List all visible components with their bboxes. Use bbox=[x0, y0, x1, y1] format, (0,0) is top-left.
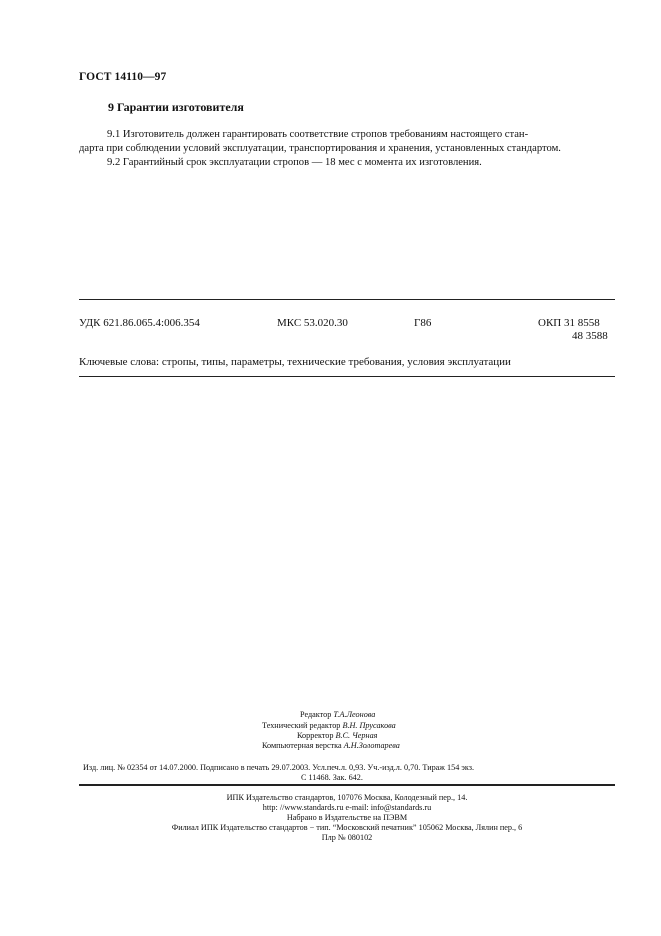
okp-code-2: 48 3588 bbox=[572, 330, 608, 342]
section-title: 9 Гарантии изготовителя bbox=[108, 100, 244, 114]
editor-credit bbox=[300, 710, 375, 719]
imprint-line-2: С 11468. Зак. 642. bbox=[301, 773, 363, 782]
tech-editor-label: Технический редактор bbox=[262, 721, 341, 730]
paragraph-9-1-line-1: 9.1 Изготовитель должен гарантировать соответствие стропов требованиям настоящего стан- bbox=[107, 129, 529, 140]
keywords-line: Ключевые слова: стропы, типы, параметры, технические требования, условия эксплуатации bbox=[79, 356, 511, 368]
typeset-note: Набрано в Издательстве на ПЭВМ bbox=[286, 813, 408, 822]
tech-editor-name: В.Н. Прусакова bbox=[342, 721, 396, 730]
divider-top bbox=[79, 299, 615, 300]
paragraph-9-2: 9.2 Гарантийный срок эксплуатации стропов — 18 мес с момента их изготовления. bbox=[107, 157, 482, 168]
okp-code: ОКП 31 8558 bbox=[538, 317, 600, 329]
editor-name: Т.А.Леонова bbox=[333, 710, 376, 719]
publisher-web: http: //www.standards.ru e-mail: info@standards.ru bbox=[262, 803, 432, 812]
license-number: Плр № 080102 bbox=[321, 833, 373, 842]
corrector-name: В.С. Черная bbox=[335, 731, 378, 740]
layout-name: А.Н.Золотарева bbox=[343, 741, 400, 750]
publisher-address: ИПК Издательство стандартов, 107076 Москва, Колодезный пер., 14. bbox=[226, 793, 468, 802]
group-code: Г86 bbox=[414, 317, 432, 329]
paragraph-9-1-line-2: дарта при соблюдении условий эксплуатации, транспортирования и хранения, установленных стандартом. bbox=[79, 143, 561, 154]
corrector-credit bbox=[297, 731, 377, 740]
imprint-line-1: Изд. лиц. № 02354 от 14.07.2000. Подписано в печать 29.07.2003. Усл.печ.л. 0,93. Уч.-изд.л. 0,70. Тираж 154 экз. bbox=[83, 763, 475, 772]
divider-footer bbox=[79, 784, 615, 786]
udk-code: УДК 621.86.065.4:006.354 bbox=[79, 317, 200, 329]
tech-editor-credit bbox=[262, 721, 396, 730]
printing-branch: Филиал ИПК Издательство стандартов − тип. “Московский печатник” 105062 Москва, Лялин пер., 6 bbox=[171, 823, 523, 832]
layout-credit bbox=[262, 741, 400, 750]
mks-code: МКС 53.020.30 bbox=[277, 317, 348, 329]
standard-header: ГОСТ 14110—97 bbox=[79, 71, 167, 83]
divider-keywords bbox=[79, 376, 615, 377]
corrector-label: Корректор bbox=[297, 731, 334, 740]
editor-label: Редактор bbox=[300, 710, 332, 719]
layout-label: Компьютерная верстка bbox=[262, 741, 342, 750]
